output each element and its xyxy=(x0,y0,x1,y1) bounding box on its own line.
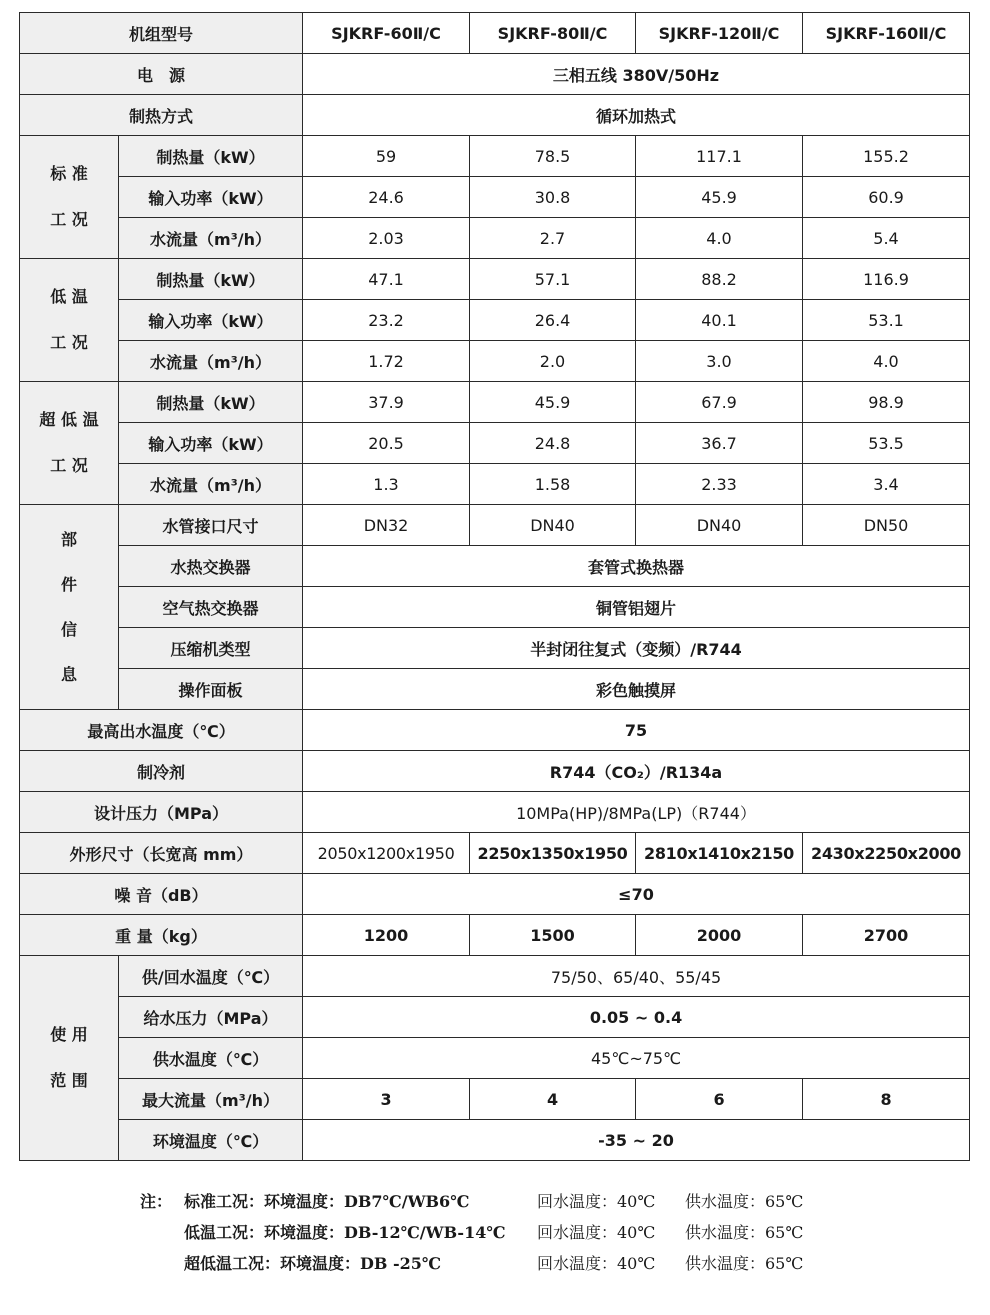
table-row xyxy=(20,136,970,177)
row-label: 输入功率（kW） xyxy=(119,300,303,341)
cell: 75/50、65/40、55/45 xyxy=(303,956,970,997)
note-ambient: DB7℃/WB6℃ xyxy=(344,1192,470,1211)
table-row xyxy=(20,95,970,136)
row-label: 制热量（kW） xyxy=(119,382,303,423)
cell: DN32 xyxy=(303,505,470,546)
spec-table xyxy=(19,12,970,1161)
table-row xyxy=(20,1120,970,1161)
cell: 3 xyxy=(303,1079,470,1120)
cell: 60.9 xyxy=(803,177,970,218)
table-row xyxy=(20,997,970,1038)
table-row xyxy=(20,710,970,751)
table-row xyxy=(20,54,970,95)
cell: 37.9 xyxy=(303,382,470,423)
cell: 1500 xyxy=(470,915,636,956)
row-label: 环境温度（℃） xyxy=(119,1120,303,1161)
cell: 47.1 xyxy=(303,259,470,300)
cell: 4.0 xyxy=(636,218,803,259)
model-4: SJKRF-160Ⅱ/C xyxy=(803,13,970,54)
note-line xyxy=(140,1186,803,1217)
cell: 53.1 xyxy=(803,300,970,341)
model-2: SJKRF-80Ⅱ/C xyxy=(470,13,636,54)
model-label: 机组型号 xyxy=(20,13,303,54)
table-row xyxy=(20,874,970,915)
row-label: 制热量（kW） xyxy=(119,259,303,300)
table-row xyxy=(20,382,970,423)
row-label: 供水温度（℃） xyxy=(119,1038,303,1079)
components-group-label: 部 件 信 息 xyxy=(20,505,119,710)
power-label: 电 源 xyxy=(20,54,303,95)
model-1: SJKRF-60Ⅱ/C xyxy=(303,13,470,54)
table-row xyxy=(20,956,970,997)
table-row xyxy=(20,505,970,546)
note-line xyxy=(140,1248,803,1279)
table-row xyxy=(20,833,970,874)
cell: 2050x1200x1950 xyxy=(303,833,470,874)
note-return: 回水温度：40℃ xyxy=(537,1223,656,1242)
cell: 4.0 xyxy=(803,341,970,382)
table-row xyxy=(20,218,970,259)
row-label: 操作面板 xyxy=(119,669,303,710)
cell: 4 xyxy=(470,1079,636,1120)
note-key: 低温工况：环境温度： xyxy=(184,1223,345,1242)
note-line xyxy=(140,1217,803,1248)
cell: 36.7 xyxy=(636,423,803,464)
cell: DN40 xyxy=(636,505,803,546)
row-label: 水热交换器 xyxy=(119,546,303,587)
cell: 23.2 xyxy=(303,300,470,341)
cell: 铜管铝翅片 xyxy=(303,587,970,628)
row-label: 噪 音（dB） xyxy=(20,874,303,915)
ultra-low-temp-group-label: 超 低 温 工 况 xyxy=(20,382,119,505)
table-row xyxy=(20,792,970,833)
cell: 59 xyxy=(303,136,470,177)
standard-group-label: 标 准 工 况 xyxy=(20,136,119,259)
table-row xyxy=(20,628,970,669)
row-label: 供/回水温度（℃） xyxy=(119,956,303,997)
heating-mode-value: 循环加热式 xyxy=(303,95,970,136)
row-label: 制热量（kW） xyxy=(119,136,303,177)
cell: 2430x2250x2000 xyxy=(803,833,970,874)
table-row xyxy=(20,751,970,792)
row-label: 水流量（m³/h） xyxy=(119,341,303,382)
cell: 2.33 xyxy=(636,464,803,505)
cell: ≤70 xyxy=(303,874,970,915)
cell: 6 xyxy=(636,1079,803,1120)
row-label: 重 量（kg） xyxy=(20,915,303,956)
cell: 2700 xyxy=(803,915,970,956)
cell: 1.58 xyxy=(470,464,636,505)
cell: 5.4 xyxy=(803,218,970,259)
cell: DN40 xyxy=(470,505,636,546)
cell: 24.8 xyxy=(470,423,636,464)
cell: 45.9 xyxy=(470,382,636,423)
row-label: 水流量（m³/h） xyxy=(119,464,303,505)
table-row xyxy=(20,341,970,382)
row-label: 最大流量（m³/h） xyxy=(119,1079,303,1120)
cell: 2.7 xyxy=(470,218,636,259)
cell: 78.5 xyxy=(470,136,636,177)
low-temp-group-label: 低 温 工 况 xyxy=(20,259,119,382)
row-label: 最高出水温度（℃） xyxy=(20,710,303,751)
table-row xyxy=(20,177,970,218)
table-row xyxy=(20,464,970,505)
heating-mode-label: 制热方式 xyxy=(20,95,303,136)
cell: 45.9 xyxy=(636,177,803,218)
cell: 0.05 ~ 0.4 xyxy=(303,997,970,1038)
note-return: 回水温度：40℃ xyxy=(537,1254,656,1273)
note-ambient: DB-12℃/WB-14℃ xyxy=(344,1223,506,1242)
cell: 75 xyxy=(303,710,970,751)
cell: 10MPa(HP)/8MPa(LP)（R744） xyxy=(303,792,970,833)
cell: R744（CO₂）/R134a xyxy=(303,751,970,792)
cell: 155.2 xyxy=(803,136,970,177)
usage-group-label: 使 用 范 围 xyxy=(20,956,119,1161)
table-row xyxy=(20,587,970,628)
table-row xyxy=(20,546,970,587)
cell: 1.72 xyxy=(303,341,470,382)
cell: 57.1 xyxy=(470,259,636,300)
notes-prefix: 注： xyxy=(140,1192,173,1211)
cell: 98.9 xyxy=(803,382,970,423)
header-row xyxy=(20,13,970,54)
cell: 24.6 xyxy=(303,177,470,218)
cell: 半封闭往复式（变频）/R744 xyxy=(303,628,970,669)
cell: 1.3 xyxy=(303,464,470,505)
note-supply: 供水温度：65℃ xyxy=(685,1192,804,1211)
note-return: 回水温度：40℃ xyxy=(537,1192,656,1211)
row-label: 外形尺寸（长宽高 mm） xyxy=(20,833,303,874)
cell: 2810x1410x2150 xyxy=(636,833,803,874)
table-row xyxy=(20,915,970,956)
cell: 8 xyxy=(803,1079,970,1120)
cell: 30.8 xyxy=(470,177,636,218)
cell: 1200 xyxy=(303,915,470,956)
cell: 3.4 xyxy=(803,464,970,505)
cell: 67.9 xyxy=(636,382,803,423)
row-label: 给水压力（MPa） xyxy=(119,997,303,1038)
cell: 2250x1350x1950 xyxy=(470,833,636,874)
cell: 117.1 xyxy=(636,136,803,177)
row-label: 水流量（m³/h） xyxy=(119,218,303,259)
cell: 3.0 xyxy=(636,341,803,382)
table-row xyxy=(20,423,970,464)
notes xyxy=(140,1186,803,1279)
cell: -35 ~ 20 xyxy=(303,1120,970,1161)
cell: 20.5 xyxy=(303,423,470,464)
power-value: 三相五线 380V/50Hz xyxy=(303,54,970,95)
row-label: 输入功率（kW） xyxy=(119,177,303,218)
row-label: 制冷剂 xyxy=(20,751,303,792)
cell: DN50 xyxy=(803,505,970,546)
cell: 26.4 xyxy=(470,300,636,341)
table-row xyxy=(20,259,970,300)
cell: 45℃~75℃ xyxy=(303,1038,970,1079)
cell: 2.0 xyxy=(470,341,636,382)
cell: 彩色触摸屏 xyxy=(303,669,970,710)
cell: 53.5 xyxy=(803,423,970,464)
row-label: 空气热交换器 xyxy=(119,587,303,628)
note-key: 超低温工况：环境温度： xyxy=(184,1254,361,1273)
row-label: 水管接口尺寸 xyxy=(119,505,303,546)
note-supply: 供水温度：65℃ xyxy=(685,1223,804,1242)
cell: 套管式换热器 xyxy=(303,546,970,587)
model-3: SJKRF-120Ⅱ/C xyxy=(636,13,803,54)
note-ambient: DB -25℃ xyxy=(360,1254,442,1273)
table-row xyxy=(20,1038,970,1079)
table-row xyxy=(20,1079,970,1120)
cell: 2000 xyxy=(636,915,803,956)
row-label: 设计压力（MPa） xyxy=(20,792,303,833)
cell: 2.03 xyxy=(303,218,470,259)
cell: 116.9 xyxy=(803,259,970,300)
note-supply: 供水温度：65℃ xyxy=(685,1254,804,1273)
note-key: 标准工况：环境温度： xyxy=(184,1192,345,1211)
row-label: 压缩机类型 xyxy=(119,628,303,669)
cell: 88.2 xyxy=(636,259,803,300)
table-row xyxy=(20,300,970,341)
table-row xyxy=(20,669,970,710)
cell: 40.1 xyxy=(636,300,803,341)
row-label: 输入功率（kW） xyxy=(119,423,303,464)
